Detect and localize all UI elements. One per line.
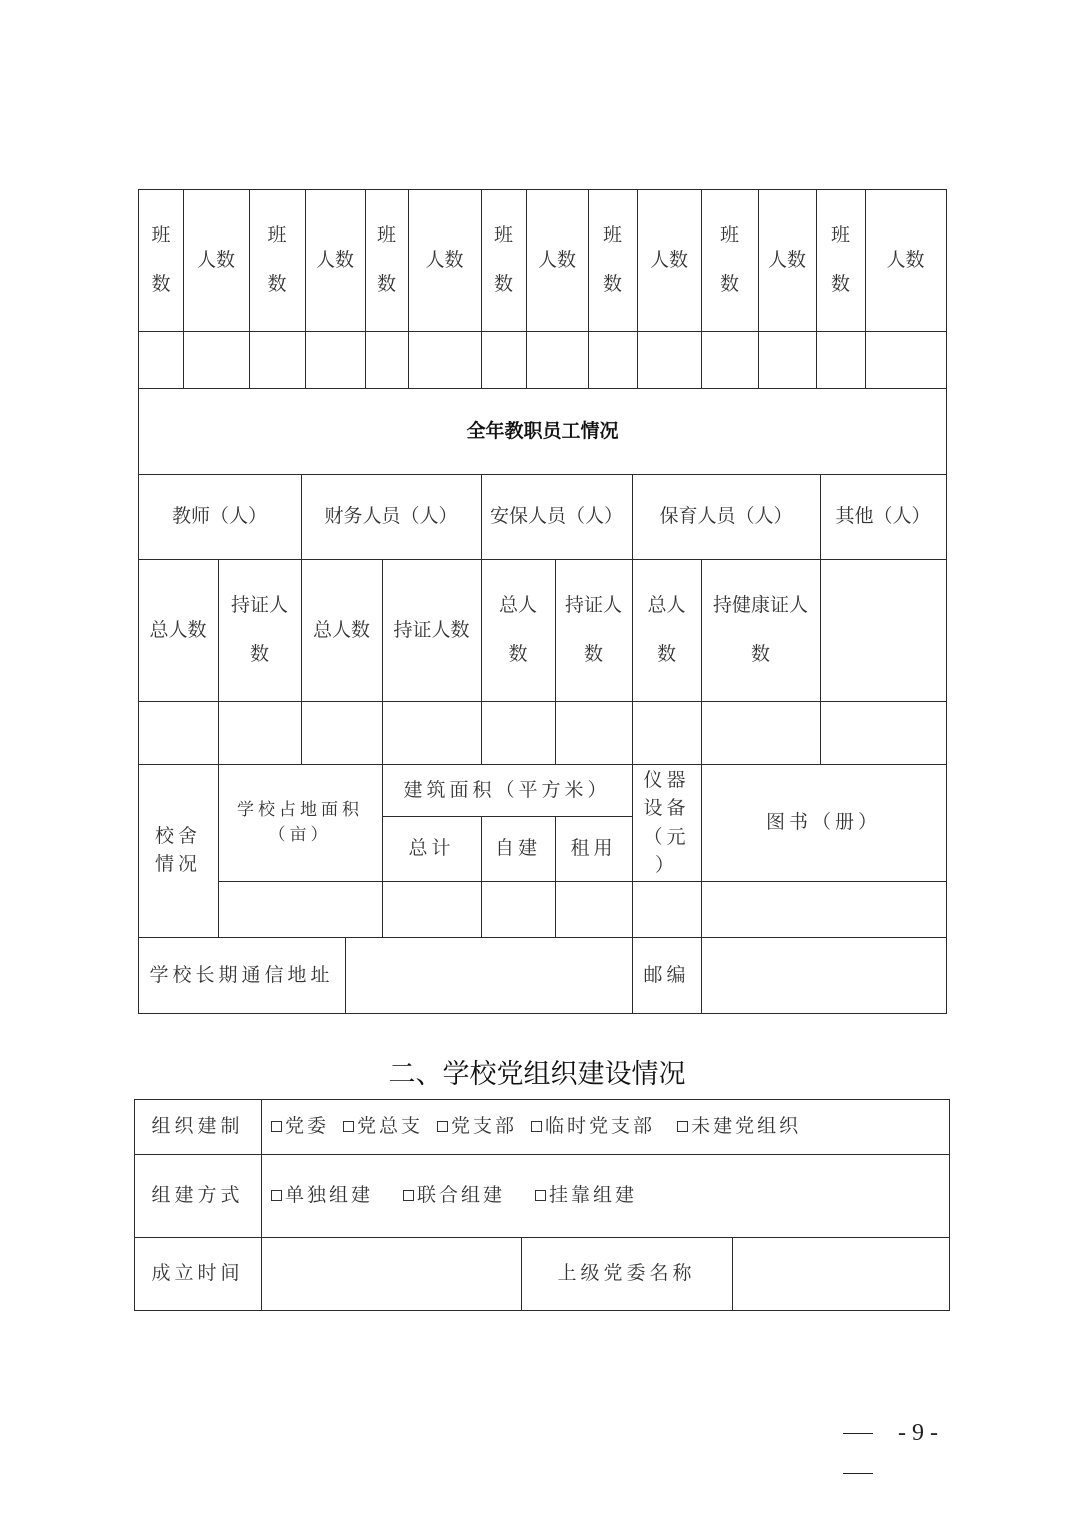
student-count-header — [758, 189, 816, 331]
page-number: - 9 - — [898, 1420, 938, 1446]
premises-label-line: 情况 — [154, 852, 201, 875]
student-count-header — [526, 189, 588, 331]
teacher-total-header — [138, 559, 218, 701]
student-count-label: 人数 — [537, 248, 576, 271]
subheader-label: 数 — [508, 643, 528, 665]
equipment-label-line: 仪器 — [643, 768, 690, 791]
childcare-health-certified-input[interactable] — [701, 701, 820, 764]
class-label-char: 数 — [719, 273, 739, 295]
teacher-certified-input[interactable] — [218, 701, 301, 764]
staff-category-other — [820, 474, 946, 559]
student-count-header — [637, 189, 701, 331]
option-temporary-branch[interactable] — [531, 1115, 655, 1138]
security-certified-header — [555, 559, 632, 701]
student-count-input[interactable] — [526, 331, 588, 388]
checkbox-icon[interactable] — [531, 1121, 542, 1132]
premises-label-line: 校舍 — [154, 824, 201, 847]
class-label-char: 班 — [493, 224, 513, 247]
org-system-options — [261, 1099, 949, 1154]
subheader-label: 数 — [656, 643, 676, 665]
option-label: 单独组建 — [285, 1184, 374, 1207]
class-count-header — [588, 189, 637, 331]
building-rented-label: 租用 — [570, 837, 617, 860]
subheader-label: 持健康证人 — [712, 594, 808, 617]
checkbox-icon[interactable] — [271, 1121, 282, 1132]
student-count-header — [305, 189, 365, 331]
student-count-input[interactable] — [758, 331, 816, 388]
class-label-char: 数 — [376, 273, 396, 295]
postcode-label — [632, 937, 701, 1013]
postcode-input[interactable] — [701, 937, 946, 1013]
established-label-text: 成立时间 — [151, 1262, 244, 1285]
childcare-health-certified-header — [701, 559, 820, 701]
class-count-input[interactable] — [249, 331, 305, 388]
table-border — [138, 1013, 947, 1014]
option-label: 联合组建 — [417, 1184, 506, 1207]
class-label-char: 班 — [376, 224, 396, 247]
student-count-input[interactable] — [408, 331, 481, 388]
option-party-branch[interactable] — [437, 1115, 517, 1138]
checkbox-icon[interactable] — [437, 1121, 448, 1132]
checkbox-icon[interactable] — [677, 1121, 688, 1132]
class-count-input[interactable] — [481, 331, 526, 388]
class-label-char: 数 — [151, 273, 171, 295]
option-label: 未建党组织 — [691, 1115, 802, 1138]
category-label: 安保人员（人） — [489, 505, 623, 528]
childcare-total-input[interactable] — [632, 701, 701, 764]
address-label — [138, 937, 345, 1013]
student-count-input[interactable] — [637, 331, 701, 388]
finance-certified-input[interactable] — [382, 701, 481, 764]
student-count-label: 人数 — [425, 248, 464, 271]
option-party-committee[interactable] — [271, 1115, 329, 1138]
category-label: 财务人员（人） — [324, 505, 458, 528]
class-count-input[interactable] — [365, 331, 408, 388]
option-general-branch[interactable] — [343, 1115, 423, 1138]
option-label: 党总支 — [357, 1115, 424, 1138]
class-label-char: 数 — [493, 273, 513, 295]
formation-options — [261, 1154, 949, 1237]
table-border — [946, 189, 947, 1014]
option-independent[interactable] — [271, 1184, 373, 1207]
class-label-char: 班 — [267, 224, 287, 247]
staff-title-text: 全年教职员工情况 — [466, 419, 619, 442]
class-count-input[interactable] — [138, 331, 184, 388]
security-certified-input[interactable] — [555, 701, 632, 764]
subheader-label: 持证人 — [230, 594, 288, 617]
building-self-header — [481, 816, 555, 881]
student-count-input[interactable] — [305, 331, 365, 388]
childcare-total-header — [632, 559, 701, 701]
class-label-char: 数 — [267, 273, 287, 295]
superior-committee-label — [521, 1237, 732, 1310]
security-total-header — [481, 559, 555, 701]
other-staff-blank — [820, 559, 946, 701]
org-system-label — [134, 1099, 261, 1154]
land-area-label: 学校占地面积 — [237, 799, 363, 820]
staff-category-finance — [301, 474, 481, 559]
class-count-header — [816, 189, 865, 331]
building-rented-input[interactable] — [555, 881, 632, 937]
building-rented-header — [555, 816, 632, 881]
student-count-label: 人数 — [886, 248, 925, 271]
footer-dash — [843, 1473, 873, 1474]
table-border — [134, 1310, 950, 1311]
table-border — [949, 1099, 950, 1311]
class-label-char: 班 — [719, 224, 739, 247]
class-label-char: 数 — [602, 273, 622, 295]
class-count-header — [138, 189, 184, 331]
subheader-label: 数 — [583, 643, 603, 665]
finance-total-header — [301, 559, 382, 701]
subheader-label: 总人 — [498, 594, 537, 617]
equipment-input[interactable] — [632, 881, 701, 937]
class-label-char: 班 — [151, 224, 171, 247]
student-count-label: 人数 — [649, 248, 688, 271]
category-label: 教师（人） — [171, 505, 267, 528]
class-label-char: 数 — [830, 273, 850, 295]
equipment-header — [632, 764, 701, 881]
building-area-header — [382, 764, 632, 816]
class-count-input[interactable] — [816, 331, 865, 388]
books-header — [701, 764, 946, 881]
books-label: 图书（册） — [765, 811, 881, 834]
option-label: 挂靠组建 — [549, 1184, 638, 1207]
student-count-input[interactable] — [865, 331, 946, 388]
option-no-party-org[interactable] — [677, 1115, 801, 1138]
checkbox-icon[interactable] — [535, 1190, 546, 1201]
category-label: 保育人员（人） — [659, 505, 793, 528]
formation-label-text: 组建方式 — [151, 1184, 244, 1207]
postcode-label-text: 邮编 — [643, 963, 690, 986]
teacher-total-input[interactable] — [138, 701, 218, 764]
equipment-label-line: ） — [654, 854, 678, 876]
checkbox-icon[interactable] — [271, 1190, 282, 1201]
superior-label-text: 上级党委名称 — [557, 1262, 696, 1285]
student-count-input[interactable] — [183, 331, 249, 388]
land-area-header — [218, 764, 382, 881]
class-count-input[interactable] — [701, 331, 758, 388]
option-joint[interactable] — [403, 1184, 505, 1207]
other-staff-input[interactable] — [820, 701, 946, 764]
formation-label — [134, 1154, 261, 1237]
building-total-label: 总计 — [408, 837, 455, 860]
staff-category-security — [481, 474, 632, 559]
class-count-input[interactable] — [588, 331, 637, 388]
building-self-input[interactable] — [481, 881, 555, 937]
section-title: 二、学校党组织建设情况 — [388, 1059, 686, 1090]
option-label: 党委 — [285, 1115, 330, 1138]
category-label: 其他（人） — [835, 505, 931, 528]
finance-total-input[interactable] — [301, 701, 382, 764]
class-count-header — [365, 189, 408, 331]
building-total-header — [382, 816, 481, 881]
staff-category-teacher — [138, 474, 301, 559]
org-system-label-text: 组织建制 — [151, 1115, 244, 1138]
security-total-input[interactable] — [481, 701, 555, 764]
student-count-header — [408, 189, 481, 331]
option-label: 临时党支部 — [545, 1115, 656, 1138]
land-area-input[interactable] — [218, 881, 382, 937]
footer-dash — [843, 1433, 873, 1434]
building-area-label: 建筑面积（平方米） — [403, 778, 611, 801]
books-input[interactable] — [701, 881, 946, 937]
student-count-label: 人数 — [196, 248, 235, 271]
staff-section-title — [138, 388, 947, 474]
student-count-label: 人数 — [315, 248, 354, 271]
subheader-label: 数 — [750, 643, 770, 665]
building-total-input[interactable] — [382, 881, 481, 937]
class-count-header — [481, 189, 526, 331]
subheader-label: 持证人 — [564, 594, 622, 617]
address-label-text: 学校长期通信地址 — [149, 963, 334, 986]
teacher-certified-header — [218, 559, 301, 701]
checkbox-icon[interactable] — [403, 1190, 414, 1201]
premises-label — [138, 764, 218, 937]
student-count-label: 人数 — [767, 248, 806, 271]
student-count-header — [183, 189, 249, 331]
option-label: 党支部 — [451, 1115, 518, 1138]
established-label — [134, 1237, 261, 1310]
land-area-unit: （亩） — [268, 824, 332, 845]
checkbox-icon[interactable] — [343, 1121, 354, 1132]
option-affiliated[interactable] — [535, 1184, 637, 1207]
class-label-char: 班 — [602, 224, 622, 247]
subheader-label: 数 — [249, 643, 269, 665]
class-label-char: 班 — [830, 224, 850, 247]
address-input[interactable] — [345, 937, 632, 1013]
class-count-header — [701, 189, 758, 331]
superior-committee-input[interactable] — [732, 1237, 949, 1310]
finance-certified-header — [382, 559, 481, 701]
subheader-label: 总人数 — [149, 618, 207, 641]
equipment-label-line: 设备 — [643, 797, 690, 819]
class-count-header — [249, 189, 305, 331]
staff-category-childcare — [632, 474, 820, 559]
student-count-header — [865, 189, 946, 331]
subheader-label: 持证人数 — [393, 618, 470, 641]
established-input[interactable] — [261, 1237, 521, 1310]
building-self-label: 自建 — [494, 837, 541, 860]
equipment-label-line: （元 — [643, 825, 690, 848]
subheader-label: 总人数 — [312, 618, 370, 641]
subheader-label: 总人 — [647, 594, 686, 617]
